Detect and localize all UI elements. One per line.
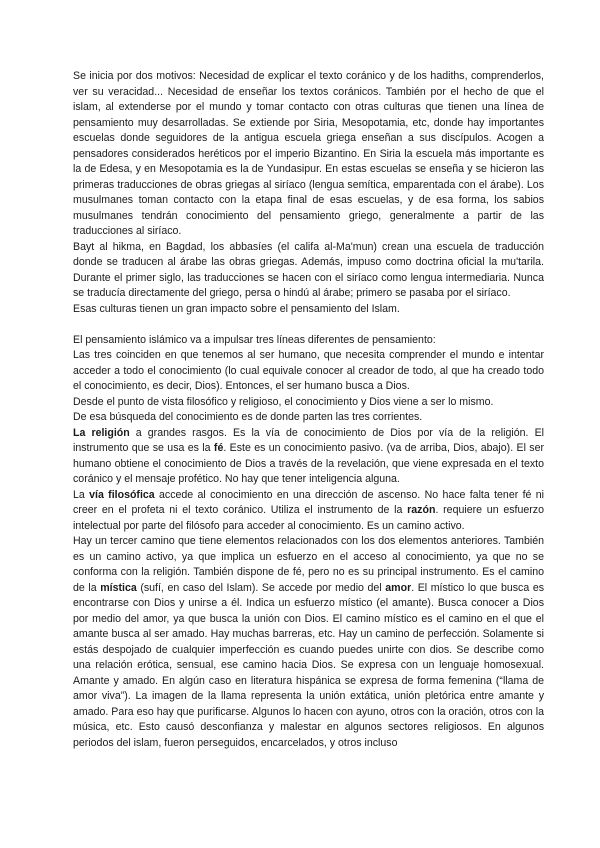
body-paragraph [73, 410, 544, 426]
text-run: . El místico lo que busca es encontrarse con Dios y unirse a él. Indica un esfuerzo místico (el amante). Busca conocer a Dios por medio del amor, ya que busca la unión con Dios. El camino místico es el camino en el que el amante busca al ser amado. Hay muchas barreras, etc. Hay un camino de perfección. Solamente si estás despojado de cualquier imperfección es cuando puedes unirte con dios. Se describe como una relación erótica, sensual, ese camino hacia Dios. Se expresa con un lenguaje homosexual. Amante y amado. En algún caso en literatura hispánica se expresa de forma femenina (“llama de amor viva”). La imagen de la llama representa la unión extática, unión pletórica entre amante y amado. Para eso hay que purificarse. Algunos lo hacen con ayuno, otros con la oración, otros con la música, etc. Esto causó desconfianza y malestar en algunos sectores religiosos. En algunos periodos del islam, fueron perseguidos, encarcelados, y otros incluso [73, 581, 545, 749]
body-paragraph [73, 333, 544, 349]
bold-term: amor [385, 581, 412, 594]
body-paragraph [73, 302, 544, 318]
bold-term: vía filosófica [89, 488, 155, 501]
body-paragraph [73, 534, 544, 751]
body-paragraph [73, 240, 544, 302]
text-run: Las tres coinciden en que tenemos al ser humano, que necesita comprender el mundo e intentar acceder a todo el conocimiento (lo cual equivale conocer al creador de todo, al que ha creado todo el conocimiento, es decir, Dios). Entonces, el ser humano busca a Dios. [73, 349, 544, 392]
text-run: Se inicia por dos motivos: Necesidad de explicar el texto coránico y de los hadiths, comprenderlos, ver su veracidad... Necesidad de enseñar los textos coránicos. También por el hecho de que el islam, al extenderse por el mundo y tomar contacto con otras culturas que tienen una línea de pensamiento muy desarrolladas. Se extiende por Siria, Mesopotamia, etc, donde hay importantes escuelas donde seguidores de la antigua escuela griega enseñan a sus discípulos. Acogen a pensadores considerados heréticos por el imperio Bizantino. En Siria la escuela más importante es la de Edesa, y en Mesopotamia es la de Yundasipur. En estas escuelas se enseña y se hicieron las primeras traducciones de obras griegas al siríaco (lengua semítica, emparentada con el árabe). Los musulmanes toman contacto con la etapa final de esas escuelas, y de esa forma, los sabios musulmanes tendrán conocimiento del pensamiento griego, generalmente a partir de las traducciones al siríaco. [73, 70, 544, 237]
text-run: a grandes rasgos. Es la vía de conocimiento de Dios por vía de la religión. El instrumento que se usa es la [73, 426, 544, 454]
text-run: El pensamiento islámico va a impulsar tres líneas diferentes de pensamiento: [73, 333, 436, 346]
body-paragraph [73, 69, 544, 240]
body-paragraph [73, 348, 544, 395]
text-run: Hay un tercer camino que tiene elementos relacionados con los dos elementos anteriores. También es un camino activo, ya que implica un esfuerzo en el acceso al conocimiento, ya que no se conforma con la religión. También dispone de fé, pero no es su principal instrumento. Es el camino de la [73, 535, 544, 594]
text-run: (sufí, en caso del Islam). Se accede por medio del [136, 581, 386, 594]
text-run: Esas culturas tienen un gran impacto sobre el pensamiento del Islam. [73, 302, 400, 315]
text-run: La [73, 488, 90, 501]
body-paragraph [73, 488, 544, 535]
text-run: . Este es un conocimiento pasivo. (va de arriba, Dios, abajo). El ser humano obtiene el conocimiento de Dios a través de la revelación, que viene expresada en el texto coránico y el mensaje profético. No hay que tener inteligencia alguna. [73, 442, 545, 485]
bold-term: fé [213, 442, 224, 454]
body-paragraph [73, 426, 544, 488]
text-run: accede al conocimiento en una dirección de ascenso. No hace falta tener fé ni creer en el profeta ni el texto coránico. Utiliza el instrumento de la [73, 488, 544, 516]
paragraph-spacer [73, 317, 544, 333]
text-run: Desde el punto de vista filosófico y religioso, el conocimiento y Dios viene a ser lo mismo. [73, 395, 494, 408]
text-run: . requiere un esfuerzo intelectual por parte del filósofo para acceder al conocimiento. Es un camino activo. [73, 504, 544, 532]
bold-term: La religión [73, 426, 130, 439]
text-run: De esa búsqueda del conocimiento es de donde parten las tres corrientes. [73, 411, 423, 423]
text-run: Bayt al hikma, en Bagdad, los abbasíes (el califa al-Ma'mun) crean una escuela de traducción donde se traducen al árabe las obras griegas. Además, impuso como doctrina oficial la mu'tarila. Durante el primer siglo, las traducciones se hacen con el siríaco como lengua intermediaria. Nunca se traducía directamente del griego, persa o hindú al árabe; primero se pasaba por el siríaco. [73, 240, 544, 299]
body-paragraph [73, 395, 544, 411]
bold-term: mística [100, 581, 137, 594]
bold-term: razón [407, 504, 436, 516]
